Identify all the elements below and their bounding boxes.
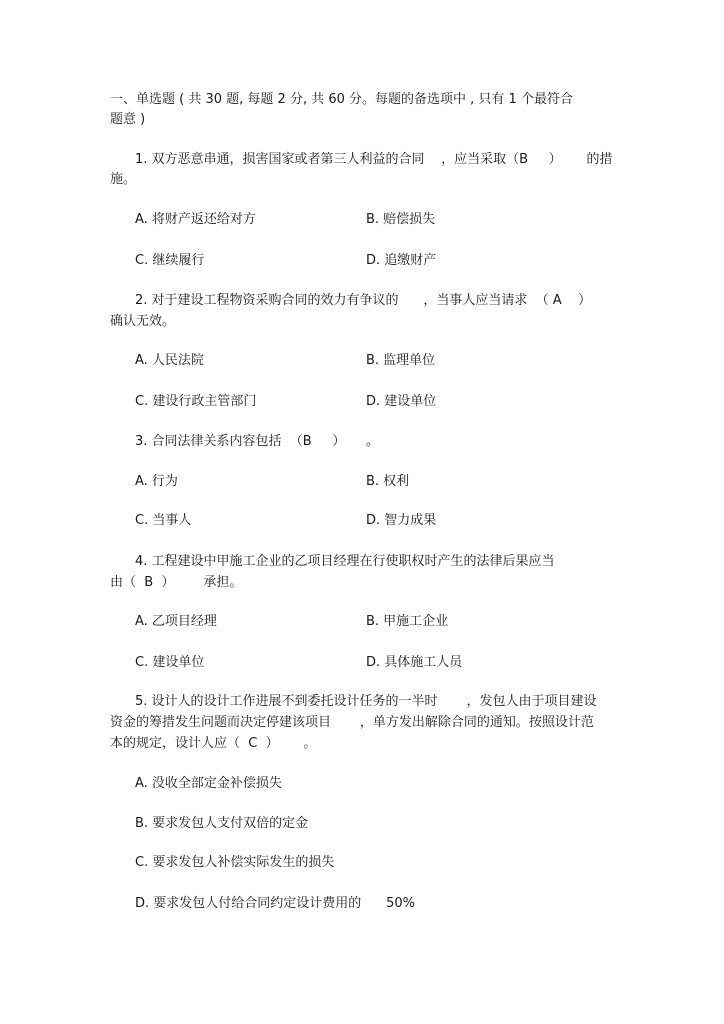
question-1-option-b: B. 赔偿损失 <box>366 212 436 227</box>
question-5-option-c: C. 要求发包人补偿实际发生的损失 <box>135 855 335 870</box>
question-2-option-b: B. 监理单位 <box>366 353 436 368</box>
question-3-option-a: A. 行为 <box>135 474 178 489</box>
question-4-stem-cont: 由（ B ） 承担。 <box>110 575 243 590</box>
question-2-option-d: D. 建设单位 <box>366 394 437 409</box>
question-5-stem: 5. 设计人的设计工作进展不到委托设计任务的一半时 ，发包人由于项目建设 <box>135 694 597 709</box>
question-4-option-a: A. 乙项目经理 <box>135 614 217 629</box>
question-2-stem: 2. 对于建设工程物资采购合同的效力有争议的 ，当事人应当请求 （ A ） <box>135 293 592 308</box>
question-1-option-d: D. 追缴财产 <box>366 253 437 268</box>
question-5-option-d: D. 要求发包人付给合同约定设计费用的 50% <box>135 896 415 911</box>
question-3-stem: 3. 合同法律关系内容包括 （B ） 。 <box>135 434 380 449</box>
question-3-option-d: D. 智力成果 <box>366 513 437 528</box>
section-heading-cont: 题意 ) <box>110 112 146 127</box>
question-5-option-b: B. 要求发包人支付双倍的定金 <box>135 816 309 831</box>
question-1-stem: 1. 双方恶意串通，损害国家或者第三人利益的合同 ，应当采取（B ） 的措 <box>135 152 613 167</box>
question-5-stem-cont-1: 资金的筹措发生问题而决定停建该项目 ，单方发出解除合同的通知。按照设计范 <box>110 715 594 730</box>
question-4-option-b: B. 甲施工企业 <box>366 614 449 629</box>
question-1-option-c: C. 继续履行 <box>135 253 205 268</box>
question-5-option-a: A. 没收全部定金补偿损失 <box>135 776 282 791</box>
question-4-stem: 4. 工程建设中甲施工企业的乙项目经理在行使职权时产生的法律后果应当 <box>135 554 555 569</box>
question-1-option-a: A. 将财产返还给对方 <box>135 212 256 227</box>
question-1-stem-cont: 施。 <box>110 172 137 187</box>
question-4-option-d: D. 具体施工人员 <box>366 655 463 670</box>
question-3-option-c: C. 当事人 <box>135 513 192 528</box>
question-3-option-b: B. 权利 <box>366 474 410 489</box>
question-4-option-c: C. 建设单位 <box>135 655 205 670</box>
question-2-stem-cont: 确认无效。 <box>110 314 176 329</box>
section-heading: 一、单选题 ( 共 30 题, 每题 2 分, 共 60 分。每题的备选项中 , 只有 1 个最符合 <box>110 92 573 107</box>
question-2-option-a: A. 人民法院 <box>135 353 204 368</box>
question-2-option-c: C. 建设行政主管部门 <box>135 394 257 409</box>
question-5-stem-cont-2: 本的规定，设计人应（ C ） 。 <box>110 736 317 751</box>
